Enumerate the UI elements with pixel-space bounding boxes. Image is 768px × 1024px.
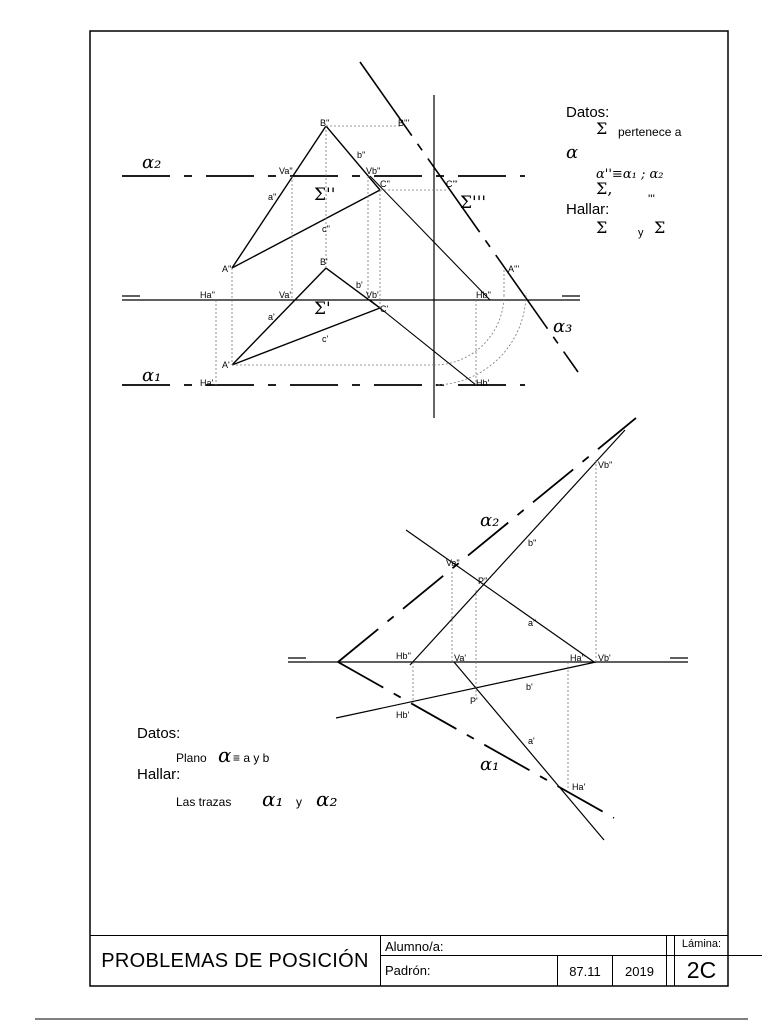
line-a2 [406, 530, 594, 662]
label-B3: B''' [398, 118, 410, 128]
lower-problem [137, 418, 688, 840]
edge-a2 [232, 126, 326, 268]
label-alpha1-lower: α₁ [480, 754, 500, 775]
label-alpha2-lower: α₂ [480, 510, 500, 531]
label-lower-a2: a'' [528, 618, 537, 628]
upper-point-labels [200, 118, 519, 388]
edge-b2 [326, 126, 380, 190]
upper-datos-line3: α''≡α₁ ; α₂ [596, 167, 664, 182]
label-lower-a1: a' [528, 736, 535, 746]
lower-construction-lines [413, 460, 596, 790]
upper-datos-text4: ''' [648, 192, 655, 206]
label-lower-Hb2: Hb'' [396, 651, 411, 661]
upper-hallar-sym1: Σ [596, 218, 608, 237]
label-alpha3: α₃ [553, 316, 573, 337]
label-alpha1-upper: α₁ [142, 365, 162, 386]
lower-point-labels [396, 460, 613, 792]
edge-a1 [232, 268, 326, 365]
upper-hallar-y: y [638, 227, 644, 239]
edge-c1 [232, 308, 380, 365]
lower-data-block [137, 725, 338, 811]
label-lower-b1: b' [526, 682, 533, 692]
course-code: 87.11 [557, 956, 612, 986]
upper-datos-sym1: Σ [596, 119, 608, 138]
label-c2: c'' [322, 224, 330, 234]
label-A3: A''' [508, 264, 520, 274]
year-field: 2019 [612, 956, 666, 986]
label-c1: c' [322, 334, 329, 344]
upper-data-block [566, 104, 682, 239]
label-C1: C' [380, 304, 389, 314]
label-A2: A'' [222, 264, 232, 274]
label-lower-Hb1: Hb' [396, 710, 410, 720]
lamina-separator [666, 936, 674, 986]
label-Vb2: Vb'' [366, 166, 381, 176]
label-lower-Va1: Va' [454, 653, 467, 663]
lower-plano-sym: α [218, 743, 232, 767]
upper-datos-sym2: α [566, 142, 579, 163]
upper-datos-label: Datos: [566, 104, 610, 121]
label-a2: a'' [268, 192, 277, 202]
alpha3-trace [360, 62, 578, 372]
lower-trazas-sym1: α₁ [262, 787, 284, 811]
label-Vb1: Vb' [366, 290, 379, 300]
label-sigma2: Σ'' [314, 185, 336, 205]
label-Va1: Va' [279, 290, 292, 300]
label-sigma3: Σ''' [460, 193, 487, 213]
label-lower-Ha2: Ha'' [570, 653, 585, 663]
upper-datos-text1: pertenece a [618, 125, 682, 139]
label-Ha2: Ha'' [200, 290, 215, 300]
label-lower-P2: P'' [478, 576, 488, 586]
lower-trazas-sym2: α₂ [316, 787, 338, 811]
label-B2: B'' [320, 118, 330, 128]
construction-lines [216, 126, 526, 385]
alumno-field: Alumno/a: [381, 936, 762, 956]
lower-trazas-y: y [296, 795, 302, 809]
label-lower-Vb2: Vb'' [598, 460, 613, 470]
lower-trazas-text: Las trazas [176, 795, 232, 809]
lamina-label: Lámina: [674, 936, 728, 954]
label-Ha1: Ha' [200, 378, 214, 388]
label-lower-Vb1: Vb' [598, 653, 611, 663]
label-C2: C'' [380, 179, 390, 189]
label-A1: A' [222, 360, 230, 370]
label-C3: C''' [446, 179, 458, 189]
label-Hb2: Hb'' [476, 290, 491, 300]
label-lower-Ha1: Ha' [572, 782, 586, 792]
upper-datos-sym4: Σ, [596, 179, 613, 198]
label-b1: b' [356, 280, 363, 290]
lower-hallar-label: Hallar: [137, 766, 181, 783]
lower-alpha2-trace [338, 418, 636, 662]
lamina-number: 2C [674, 954, 728, 986]
label-Hb1: Hb' [476, 378, 490, 388]
sheet-title: PROBLEMAS DE POSICIÓN [90, 936, 381, 986]
label-lower-Va2: Va'' [446, 558, 460, 568]
upper-problem [122, 62, 682, 418]
upper-hallar-label: Hallar: [566, 201, 610, 218]
lower-alpha1-trace [338, 662, 614, 818]
line-b2 [410, 430, 625, 665]
label-lower-b2: b'' [528, 538, 537, 548]
lower-datos-label: Datos: [137, 725, 181, 742]
lower-plano-text: Plano [176, 751, 207, 765]
edge-c2 [232, 190, 380, 268]
label-sigma1: Σ' [314, 299, 331, 319]
label-alpha2-upper: α₂ [142, 152, 162, 173]
label-B1: B' [320, 257, 328, 267]
title-block [90, 935, 728, 986]
line-b1 [336, 662, 596, 718]
lower-plano-rest: ≡ a y b [233, 751, 270, 765]
label-Va2: Va'' [279, 166, 293, 176]
padron-field: Padrón: [385, 963, 431, 978]
label-b2: b'' [357, 150, 366, 160]
label-lower-P1: P' [470, 696, 478, 706]
label-a1: a' [268, 312, 275, 322]
upper-hallar-sym2: Σ [654, 218, 666, 237]
